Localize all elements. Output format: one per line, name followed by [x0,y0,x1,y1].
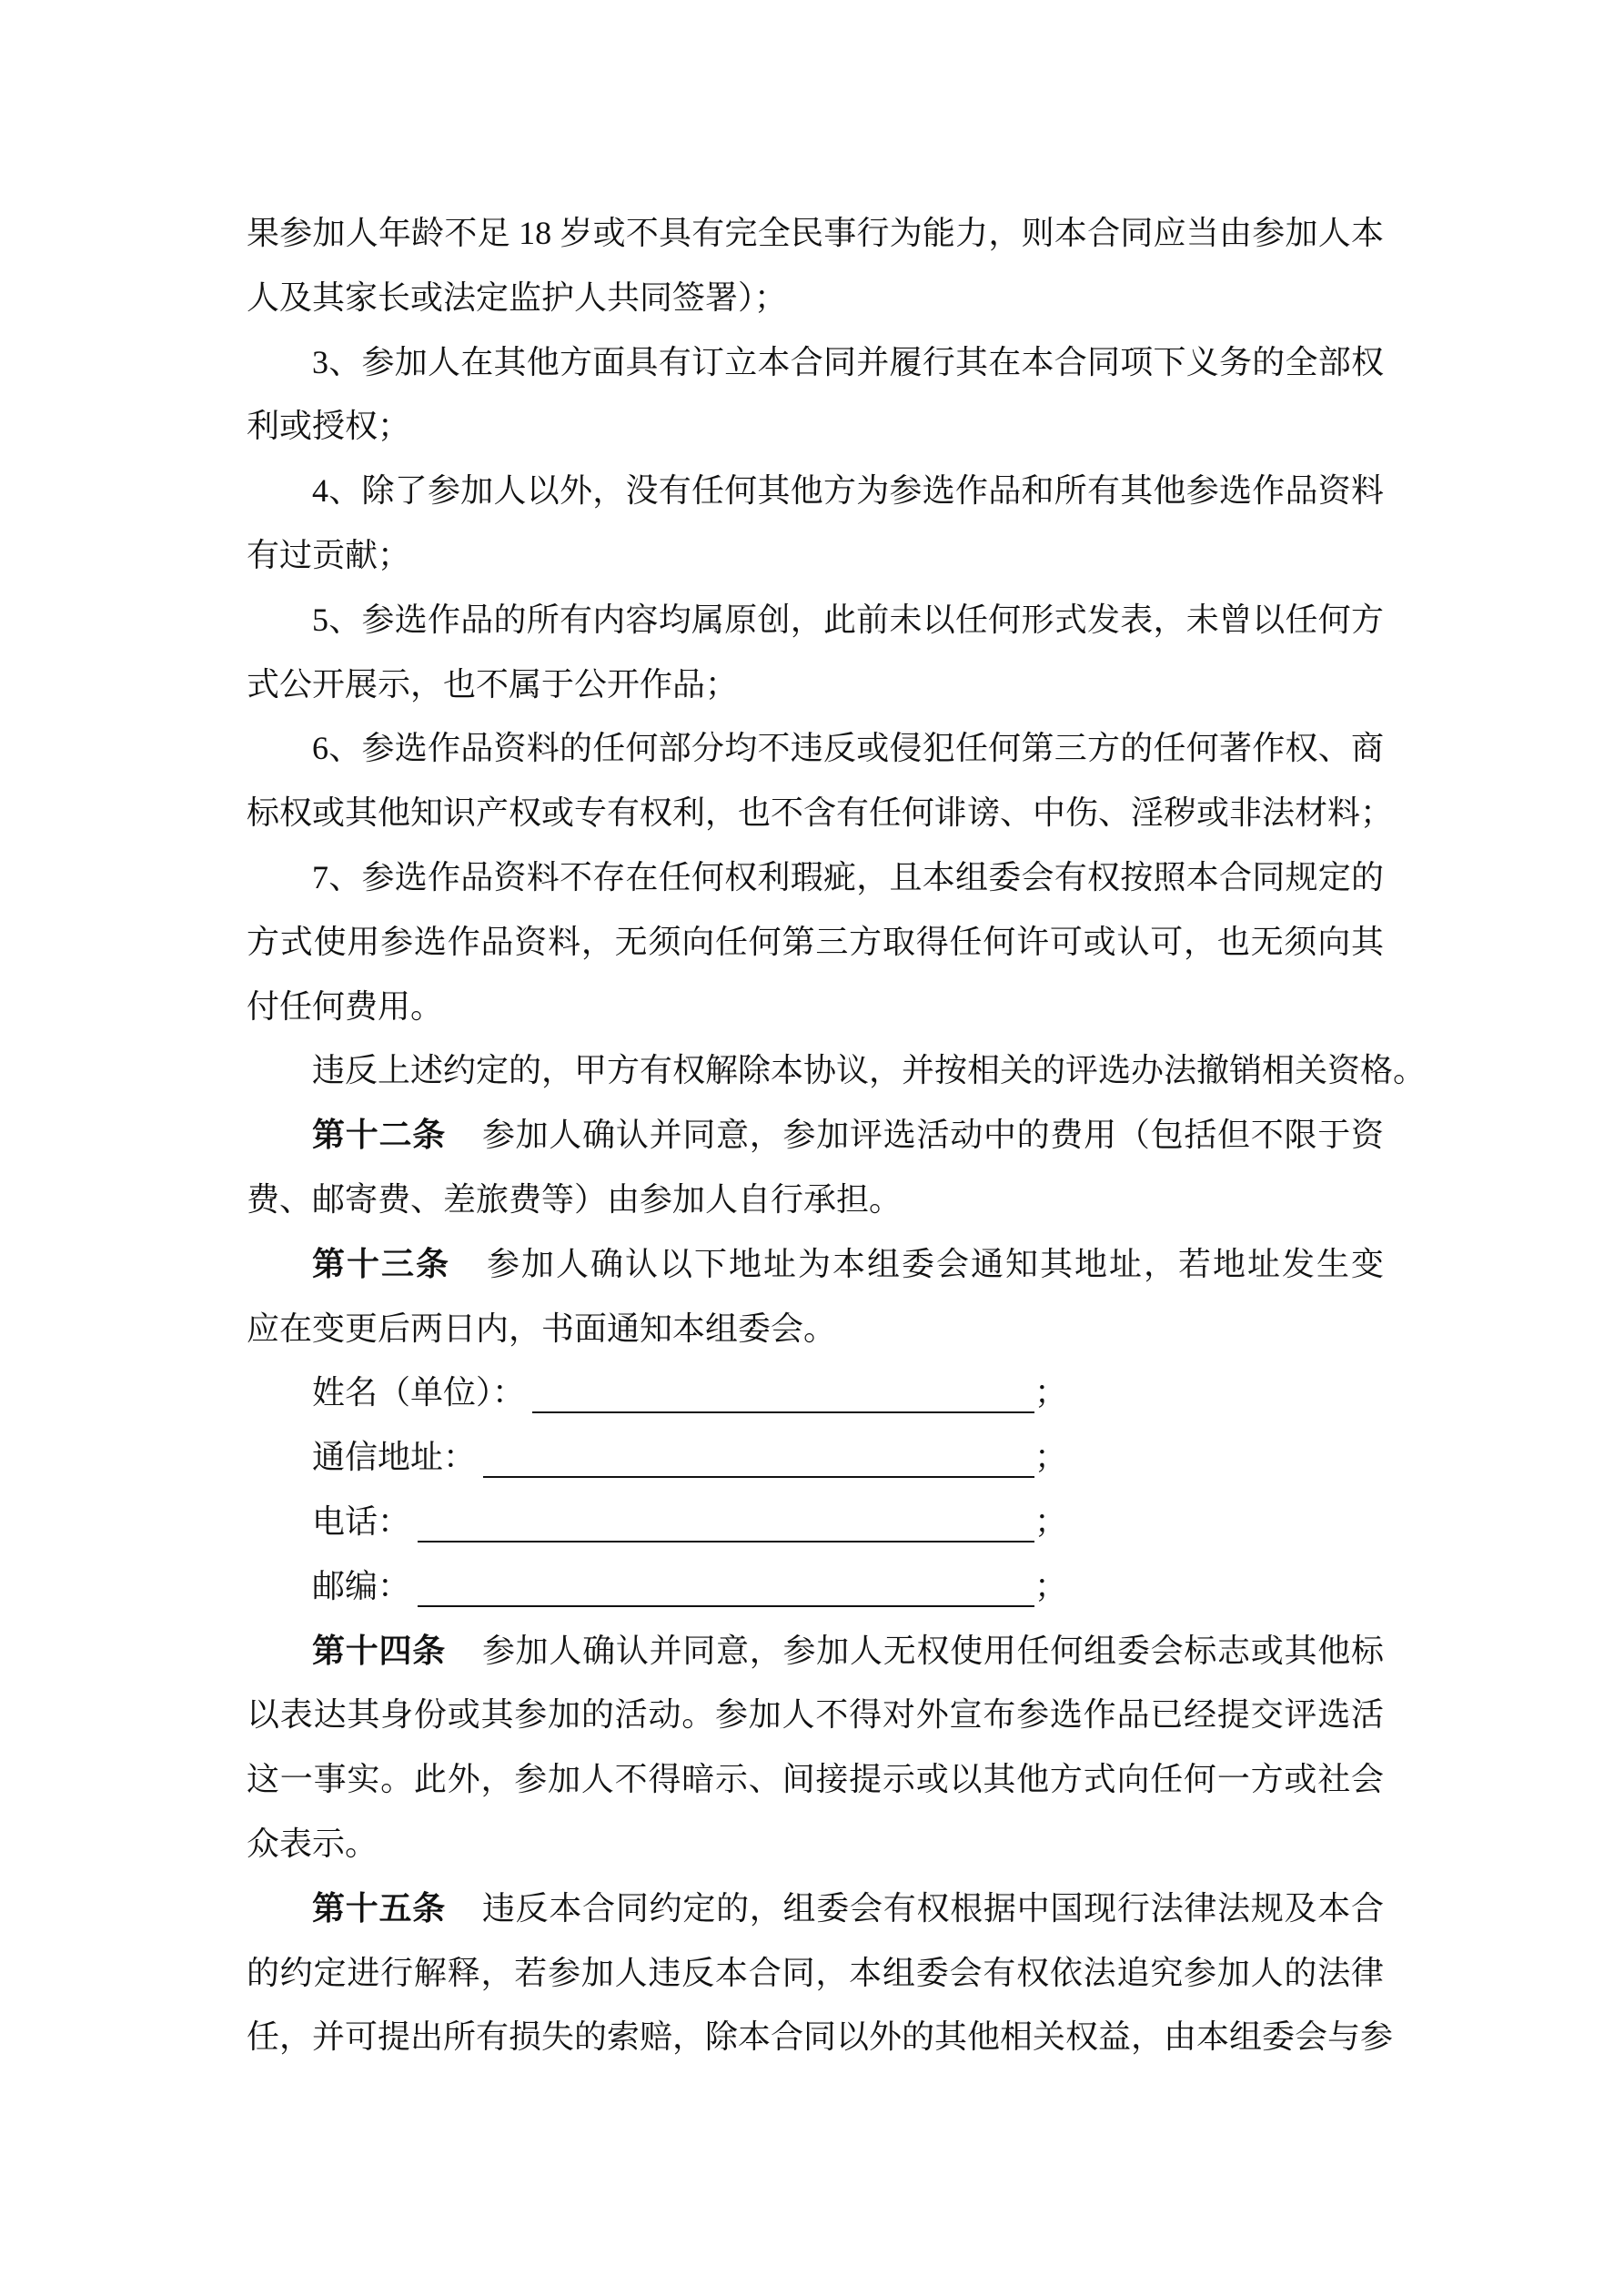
paragraph-line: 有过贡献； [247,537,411,573]
form-field-blank[interactable] [532,1366,1034,1413]
paragraph-line: 的约定进行解释，若参加人违反本合同，本组委会有权依法追究参加人的法律 [247,1954,1384,1991]
paragraph-line: 式公开展示，也不属于公开作品； [247,665,739,703]
form-field-row [312,1554,1067,1618]
paragraph-line: 付任何费用。 [247,987,444,1025]
paragraph-line: 应在变更后两日内，书面通知本组委会。 [247,1310,837,1347]
paragraph-line [312,1103,1384,1167]
article-heading: 第十四条 [312,1632,446,1669]
paragraph-line: 以表达其身份或其参加的活动。参加人不得对外宣布参选作品已经提交评选活 [247,1696,1384,1734]
form-field-blank[interactable] [418,1560,1034,1607]
paragraph-line: 这一事实。此外，参加人不得暗示、间接提示或以其他方式向任何一方或社会 [247,1761,1384,1798]
form-field-semicolon: ； [1034,1439,1068,1476]
article-heading: 第十五条 [312,1889,446,1927]
paragraph-line: 4、除了参加人以外，没有任何其他方为参选作品和所有其他参选作品资料 [312,472,1384,510]
form-field-semicolon: ； [1034,1503,1068,1540]
article-text: 参加人确认以下地址为本组委会通知其地址，若地址发生变 [487,1245,1384,1282]
paragraph-line [312,1232,1384,1296]
form-field-row [312,1490,1067,1553]
article-text: 参加人确认并同意，参加评选活动中的费用（包括但不限于资 [481,1117,1384,1154]
article-text: 违反本合同约定的，组委会有权根据中国现行法律法规及本合 [481,1889,1384,1927]
paragraph-line [312,1876,1384,1940]
article-heading: 第十二条 [312,1117,446,1154]
form-field-semicolon: ； [1034,1374,1068,1411]
form-field-blank[interactable] [483,1431,1034,1478]
paragraph-line: 任，并可提出所有损失的索赔，除本合同以外的其他相关权益，由本组委会与参 [247,2018,1394,2056]
paragraph-line: 方式使用参选作品资料，无须向任何第三方取得任何许可或认可，也无须向其 [247,923,1384,960]
article-heading: 第十三条 [312,1245,450,1282]
form-field-row [312,1360,1067,1424]
paragraph-line [312,1619,1384,1683]
paragraph-line: 标权或其他知识产权或专有权利，也不含有任何诽谤、中伤、淫秽或非法材料； [247,794,1394,832]
form-field-label: 通信地址： [312,1439,477,1476]
paragraph-line: 7、参选作品资料不存在任何权利瑕疵，且本组委会有权按照本合同规定的 [312,859,1384,895]
form-field-row [312,1425,1067,1489]
paragraph-line: 利或授权； [247,408,411,445]
paragraph-line: 6、参选作品资料的任何部分均不违反或侵犯任何第三方的任何著作权、商 [312,730,1384,767]
paragraph-line: 3、参加人在其他方面具有订立本合同并履行其在本合同项下义务的全部权 [312,343,1384,380]
paragraph-line: 5、参选作品的所有内容均属原创，此前未以任何形式发表，未曾以任何方 [312,601,1384,638]
form-field-semicolon: ； [1034,1567,1068,1604]
article-text: 参加人确认并同意，参加人无权使用任何组委会标志或其他标 [481,1632,1384,1669]
paragraph-line: 人及其家长或法定监护人共同签署）； [247,278,788,316]
paragraph-line: 违反上述约定的，甲方有权解除本协议，并按相关的评选办法撤销相关资格。 [312,1052,1427,1089]
form-field-label: 邮编： [312,1567,411,1604]
form-field-blank[interactable] [418,1495,1034,1542]
paragraph-line: 费、邮寄费、差旅费等）由参加人自行承担。 [247,1181,903,1218]
paragraph-line: 果参加人年龄不足 18 岁或不具有完全民事行为能力，则本合同应当由参加人本 [247,215,1384,251]
form-field-label: 姓名（单位）： [312,1374,526,1411]
paragraph-line: 众表示。 [247,1826,378,1862]
form-field-label: 电话： [312,1503,411,1540]
